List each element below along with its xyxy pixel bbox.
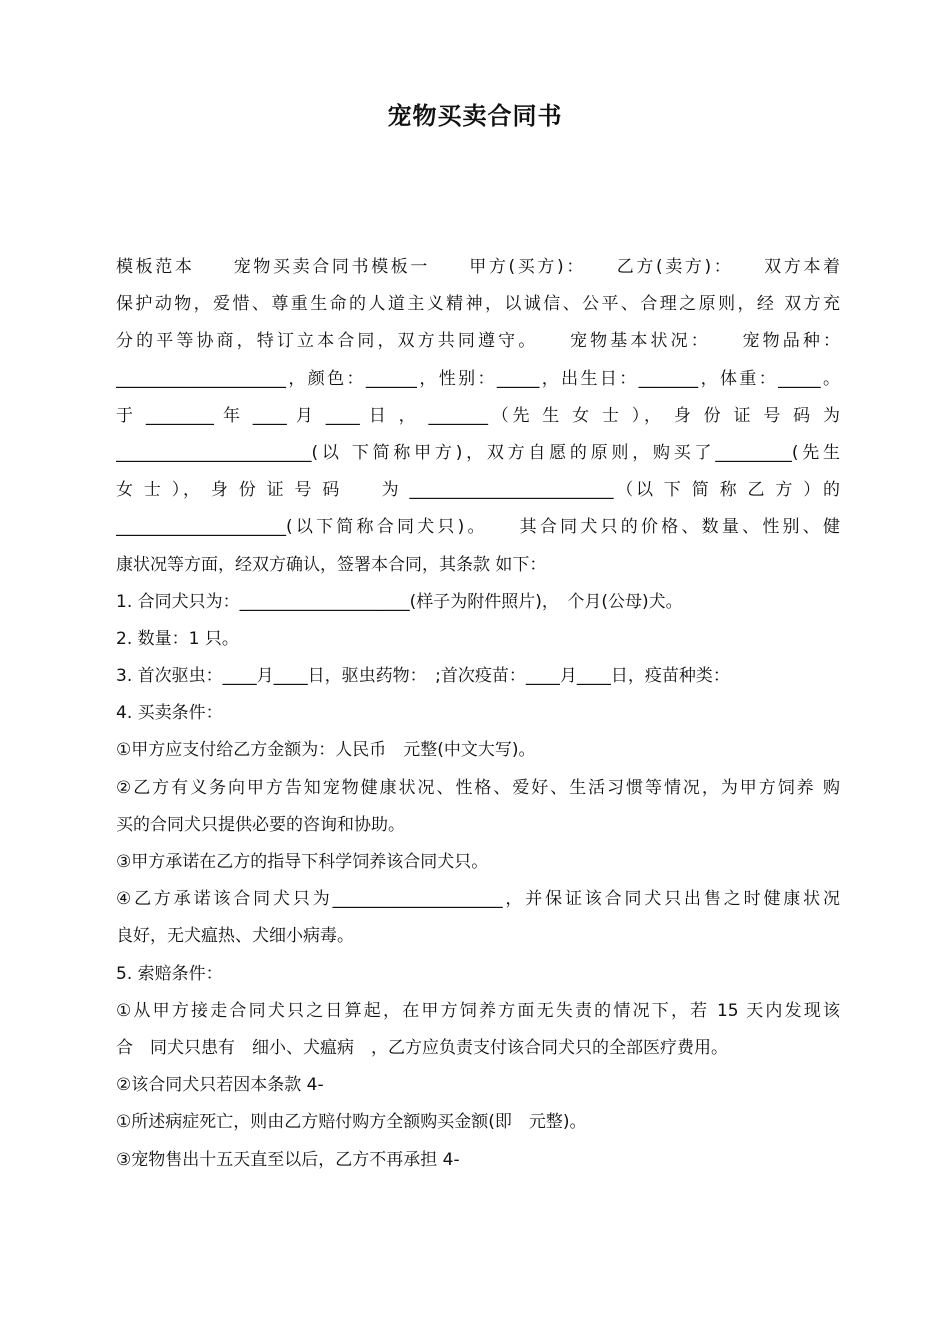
text-line: _______________________(以 下简称甲方)，双方自愿的原则，购买了_________(先生: [116, 442, 840, 463]
text-line: ②该合同犬只若因本条款 4-: [116, 1075, 324, 1096]
text-line: 5. 索赔条件：: [116, 963, 223, 984]
text-line: ①从甲方接走合同犬只之日算起，在甲方饲养方面无失责的情况下，若 15 天内发现该: [116, 1000, 840, 1021]
text-line: 合 同犬只患有 细小、犬瘟病 ，乙方应负责支付该合同犬只的全部医疗费用。: [116, 1037, 728, 1058]
text-line: 4. 买卖条件：: [116, 703, 223, 724]
text-line: 买的合同犬只提供必要的咨询和协助。: [116, 814, 405, 835]
text-line: 良好，无犬瘟热、犬细小病毒。: [116, 926, 354, 947]
document-body: [116, 249, 840, 1179]
text-line: ②乙方有义务向甲方告知宠物健康状况、性格、爱好、生活习惯等情况，为甲方饲养 购: [116, 777, 840, 798]
text-line: ③甲方承诺在乙方的指导下科学饲养该合同犬只。: [116, 852, 489, 872]
text-line: 保护动物，爱惜、尊重生命的人道主义精神，以诚信、公平、合理之原则，经 双方充: [116, 294, 840, 315]
text-line: ____________________(以下简称合同犬只)。 其合同犬只的价格、数量、性别、健: [116, 517, 840, 538]
text-line: ④乙方承诺该合同犬只为____________________，并保证该合同犬只出售之时健康状况: [116, 889, 840, 910]
text-line: 2. 数量：1 只。: [116, 628, 239, 649]
text-line: 女 士 ）， 身 份 证 号 码 为 ________________________（以 下 简 称 乙 方 ）的: [116, 480, 840, 501]
text-line: 分的平等协商，特订立本合同，双方共同遵守。 宠物基本状况： 宠物品种：: [116, 331, 840, 352]
text-line: ①所述病症死亡，则由乙方赔付购方全额购买金额(即 元整)。: [116, 1112, 587, 1133]
text-line: ③宠物售出十五天直至以后，乙方不再承担 4-: [116, 1149, 460, 1170]
text-line: ____________________，颜色：______，性别：_____，出生日：_______，体重：_____。: [116, 368, 840, 389]
text-line: 模板范本 宠物买卖合同书模板一 甲方(买方)： 乙方(卖方)： 双方本着: [116, 257, 840, 277]
text-line: ①甲方应支付给乙方金额为：人民币 元整(中文大写)。: [116, 740, 536, 761]
text-line: 3. 首次驱虫：____月____日，驱虫药物： ;首次疫苗：____月____日，疫苗种类：: [116, 666, 730, 687]
document-title: 宠物买卖合同书: [387, 102, 563, 130]
text-line: 1. 合同犬只为：____________________(样子为附件照片)， 个月(公母)犬。: [116, 591, 683, 612]
text-line: 于 ________ 年 ____ 月 ____ 日 ， _______（先 生 女 士 ）， 身 份 证 号 码 为: [116, 405, 840, 426]
text-line: 康状况等方面，经双方确认，签署本合同，其条款 如下：: [116, 554, 547, 575]
